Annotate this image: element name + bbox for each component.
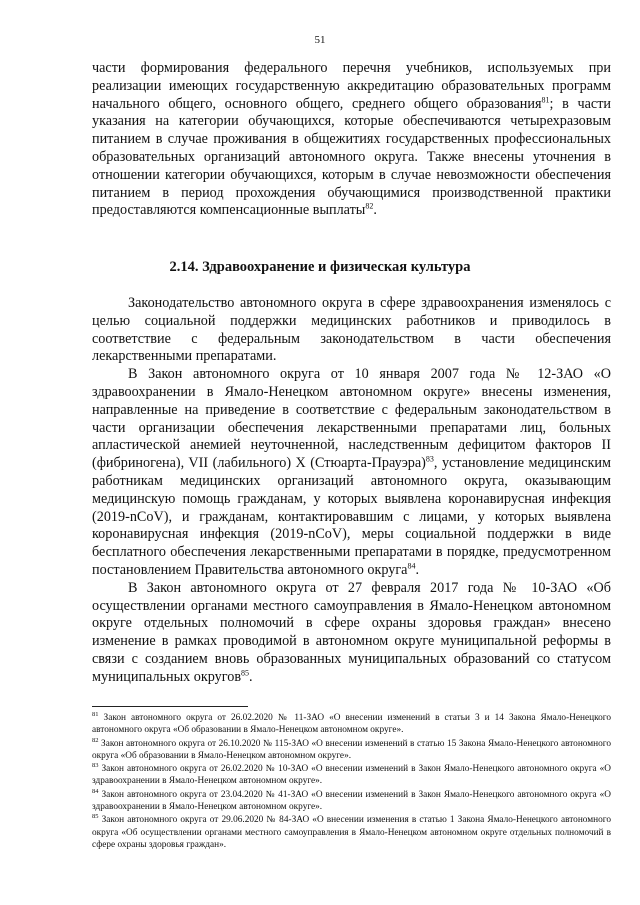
footnote-ref[interactable]: 84 — [407, 561, 416, 571]
section-heading: 2.14. Здравоохранение и физическая культура — [169, 259, 471, 275]
footnote — [92, 763, 611, 788]
footnote — [92, 814, 611, 851]
paragraph: части формирования федерального перечня учебников, используемых при реализации имеющих государственную аккредитацию образовательных программ начального общего, основного общего, среднего общего образования$^{81}$; в части указания на категории обучающихся, которые обеспечиваются четырехразовым питанием в случае проживания в общежитиях государственных профессиональных образовательных организаций автономного округа. Также внесены уточнения в отношении категории обучающихся, которым в случае невозможности обеспечения питанием в период прохождения обучающимися производственной практики предоставляются компенсационные выплаты$^{82}$. — [92, 60, 611, 219]
footnote-ref[interactable]: 85 — [241, 668, 250, 677]
footnote-text: Закон автономного округа от 26.10.2020 № 115-ЗАО «О внесении изменений в статью 15 Закона Ямало-Ненецкого автономного округа «Об образовании в Ямало-Ненецком автономном округе». — [92, 738, 611, 761]
footnote-ref[interactable]: 83 — [425, 454, 434, 464]
footnote-text: Закон автономного округа от 26.02.2020 № 10-ЗАО «О внесении изменений в Закон Ямало-Ненецкого автономного округа «О здравоохранении в Ямало-Ненецком автономном округе». — [92, 764, 612, 787]
footnote — [92, 712, 611, 737]
footnotes — [92, 712, 611, 852]
paragraph: В Закон автономного округа от 27 февраля 2017 года № 10-ЗАО «Об осуществлении органами местного самоуправления в Ямало-Ненецком автономном округе отдельных полномочий в сфере охраны здоровья граждан» внесено изменение в рамках проводимой в автономном округе муниципальной реформы в связи с созданием вновь образованных муниципальных образований со статусом муниципальных округов$^{85}$. — [92, 579, 611, 685]
footnote — [92, 738, 611, 763]
footnote-number: 84 — [92, 787, 99, 795]
footnote-ref[interactable]: 82 — [365, 201, 374, 211]
footnote-number: 82 — [92, 736, 99, 744]
top-paragraph-block — [92, 60, 611, 220]
page-number: 51 — [314, 34, 326, 46]
footnote — [92, 789, 611, 814]
section-body — [92, 295, 611, 687]
footnote-text: Закон автономного округа от 29.06.2020 № 84-ЗАО «О внесении изменения в статью 1 Закона Ямало-Ненецкого автономного округа «Об осуществлении органами местного самоуправления в Ямало-Ненецком автономном округе отдельных полномочий в сфере охраны здоровья граждан». — [92, 815, 611, 850]
footnote-ref[interactable]: 81 — [541, 94, 550, 104]
footnote-number: 85 — [92, 813, 99, 821]
footnote-number: 81 — [92, 710, 99, 718]
paragraph: Законодательство автономного округа в сфере здравоохранения изменялось с целью социальной поддержки медицинских работников и приводилось в соответствие с федеральным законодательством в части обеспечения лекарственными препаратами. — [92, 295, 611, 365]
footnote-text: Закон автономного округа от 26.02.2020 № 11-ЗАО «О внесении изменений в статьи 3 и 14 Закона Ямало-Ненецкого автономного округа «Об образовании в Ямало-Ненецком автономном округе». — [92, 713, 612, 736]
paragraph: В Закон автономного округа от 10 января 2007 года № 12-ЗАО «О здравоохранении в Ямало-Ненецком автономном округе» внесены изменения, направленные на приведение в соответствие с федеральным законодательством в части организации обеспечения лекарственными препаратами лиц, больных апластической анемией неуточненной, наследственным дефицитом факторов II (фибриногена), VII (лабильного) X (Стюарта-Прауэра)$^{83}$, установление медицинским работникам медицинских организаций автономного округа, оказывающим медицинскую помощь гражданам, у которых выявлена коронавирусная инфекция (2019-nCoV), и гражданам, контактировавшим с лицами, у которых выявлена коронавирусная инфекция (2019-nCoV), меры социальной поддержки в виде бесплатного обеспечения лекарственными препаратами в порядке, предусмотренном постановлением Правительства автономного округа$^{84}$. — [92, 366, 611, 578]
footnote-separator — [92, 706, 248, 707]
footnote-number: 83 — [92, 762, 99, 770]
footnote-text: Закон автономного округа от 23.04.2020 № 41-ЗАО «О внесении изменений в Закон Ямало-Ненецкого автономного округа «О здравоохранении в Ямало-Ненецком автономном округе». — [92, 789, 612, 813]
